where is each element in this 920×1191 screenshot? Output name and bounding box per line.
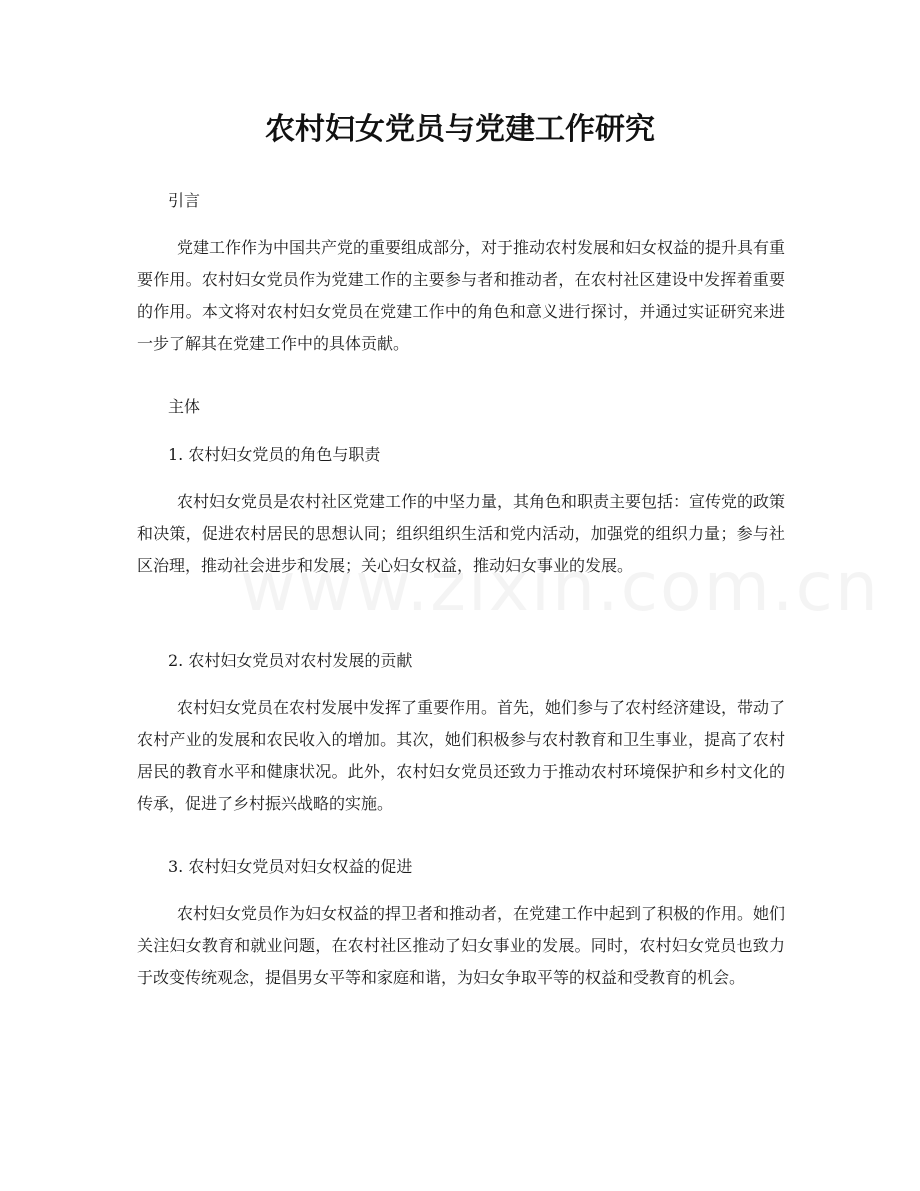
intro-paragraph: 党建工作作为中国共产党的重要组成部分，对于推动农村发展和妇女权益的提升具有重要作用。农村妇女党员作为党建工作的主要参与者和推动者，在农村社区建设中发挥着重要的作用。本文将对农村妇女党员在党建工作中的角色和意义进行探讨，并通过实证研究来进一步了解其在党建工作中的具体贡献。	[137, 238, 786, 353]
section-1-heading: 1. 农村妇女党员的角色与职责	[168, 445, 381, 464]
section-2-paragraph: 农村妇女党员在农村发展中发挥了重要作用。首先，她们参与了农村经济建设，带动了农村产业的发展和农民收入的增加。其次，她们积极参与农村教育和卫生事业，提高了农村居民的教育水平和健康状况。此外，农村妇女党员还致力于推动农村环境保护和乡村文化的传承，促进了乡村振兴战略的实施。	[137, 698, 786, 813]
page-title: 农村妇女党员与党建工作研究	[265, 112, 655, 147]
section-3-paragraph: 农村妇女党员作为妇女权益的捍卫者和推动者，在党建工作中起到了积极的作用。她们关注妇女教育和就业问题，在农村社区推动了妇女事业的发展。同时，农村妇女党员也致力于改变传统观念，提倡男女平等和家庭和谐，为妇女争取平等的权益和受教育的机会。	[137, 904, 786, 987]
intro-heading: 引言	[168, 191, 201, 210]
section-1-paragraph: 农村妇女党员是农村社区党建工作的中坚力量，其角色和职责主要包括：宣传党的政策和决策，促进农村居民的思想认同；组织组织生活和党内活动，加强党的组织力量；参与社区治理，推动社会进步和发展；关心妇女权益，推动妇女事业的发展。	[137, 492, 786, 575]
body-heading: 主体	[168, 397, 201, 416]
section-3-heading: 3. 农村妇女党员对妇女权益的促进	[168, 857, 413, 876]
section-2-heading: 2. 农村妇女党员对农村发展的贡献	[168, 651, 413, 670]
